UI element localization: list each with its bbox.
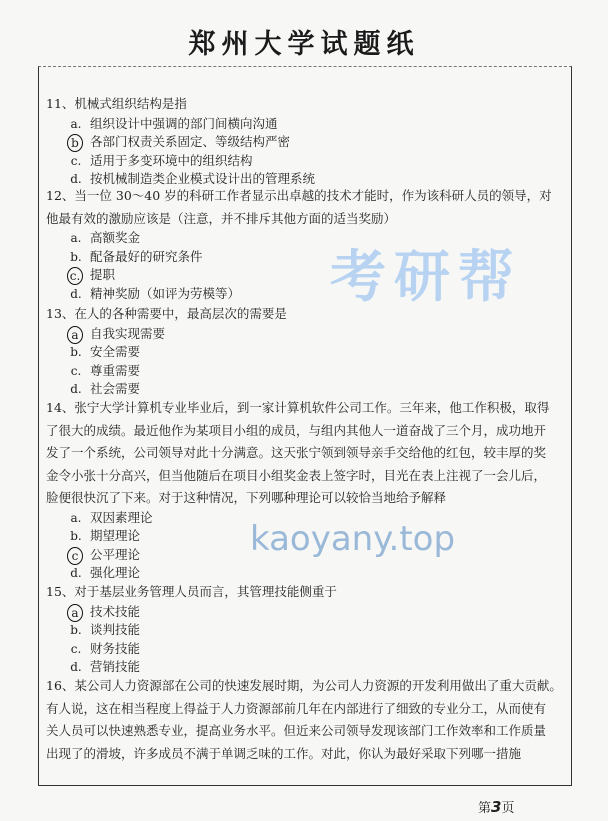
- option-text: 提职: [90, 267, 116, 283]
- question-11-text: 11、机械式组织结构是指: [46, 96, 187, 111]
- option-text: 财务技能: [90, 640, 141, 656]
- option-label: d.: [70, 566, 82, 581]
- watermark-cn: 考研帮: [330, 244, 522, 310]
- question-16-text: 有人说，这在相当程度上得益于人力资源部前几年在内部进行了细致的专业分工，从而使有: [46, 700, 547, 716]
- option-label: d.: [70, 172, 82, 187]
- question-12-text: 12、当一位 30～40 岁的科研工作者显示出卓越的技术才能时，作为该科研人员的领导，对: [46, 188, 552, 203]
- option-label: c.: [70, 363, 82, 378]
- question-14-text: 发了一个系统，公司领导对此十分满意。这天张宁领到领导亲手交给他的红包，较丰厚的奖: [46, 445, 547, 460]
- option-label: c.: [70, 153, 82, 168]
- option-text: 按机械制造类企业模式设计出的管理系统: [90, 171, 316, 187]
- option-label: a.: [70, 116, 82, 131]
- option-text: 适用于多变环境中的组织结构: [90, 152, 253, 168]
- option-text: 社会需要: [90, 381, 141, 397]
- circled-option-label: c.: [67, 267, 83, 285]
- option-text: 营销技能: [90, 659, 141, 675]
- question-14-text: 14、张宁大学计算机专业毕业后，到一家计算机软件公司工作。三年来，他工作积极，取得: [46, 400, 550, 415]
- circled-option-label: c: [67, 547, 83, 565]
- option-text: 精神奖励（如评为劳模等）: [90, 285, 241, 301]
- option-text: 自我实现需要: [90, 325, 166, 341]
- option-text: 技术技能: [90, 603, 141, 619]
- question-14-text: 金令小张十分高兴，但当他随后在项目小组奖金表上签字时，目光在表上注视了一会儿后，: [46, 467, 547, 483]
- option-label: d.: [70, 286, 82, 301]
- option-text: 各部门权责关系固定、等级结构严密: [90, 134, 291, 150]
- circled-option-label: a: [67, 604, 83, 622]
- option-label: b.: [70, 529, 82, 544]
- question-15-text: 15、对于基层业务管理人员而言，其管理技能侧重于: [46, 584, 337, 599]
- option-label: b.: [70, 249, 82, 264]
- option-text: 配备最好的研究条件: [90, 248, 203, 264]
- page-suffix: 页: [501, 801, 515, 816]
- page-number: [478, 797, 514, 816]
- question-16-text: 16、某公司人力资源部在公司的快速发展时期，为公司人力资源的开发利用做出了重大贡献。: [46, 678, 562, 693]
- option-label: b.: [70, 623, 82, 638]
- option-label: a.: [70, 231, 82, 245]
- circled-option-label: a: [67, 326, 83, 344]
- page-prefix: 第: [478, 801, 492, 816]
- option-label: b.: [70, 345, 82, 360]
- option-label: d.: [70, 382, 82, 397]
- question-13-text: 13、在人的各种需要中，最高层次的需要是: [46, 306, 287, 321]
- watermark-url: kaoyany.top: [250, 519, 456, 559]
- question-16-text: 关人员可以快速熟悉专业，提高业务水平。但近来公司领导发现该部门工作效率和工作质量: [46, 723, 547, 738]
- option-text: 期望理论: [90, 528, 141, 544]
- question-12-text: 他最有效的激励应该是（注意，并不排斥其他方面的适当奖励）: [46, 210, 397, 226]
- option-text: 强化理论: [90, 565, 141, 581]
- option-text: 双因素理论: [90, 509, 153, 525]
- option-text: 组织设计中强调的部门间横向沟通: [90, 115, 278, 131]
- option-label: d.: [70, 660, 82, 675]
- option-text: 安全需要: [90, 344, 141, 360]
- question-14-text: 脸便很快沉了下来。对于这种情况，下列哪种理论可以较恰当地给予解释: [46, 490, 447, 505]
- page-number-value: 3: [491, 798, 502, 816]
- page-title: 郑州大学试题纸: [188, 29, 420, 60]
- option-label: a.: [70, 510, 82, 525]
- option-text: 高额奖金: [90, 230, 141, 245]
- option-text: 尊重需要: [90, 362, 141, 378]
- question-14-text: 了很大的成绩。最近他作为某项目小组的成员，与组内其他人一道奋战了三个月，成功地开: [46, 422, 547, 438]
- option-label: c.: [70, 641, 82, 656]
- circled-option-label: b: [67, 134, 83, 152]
- option-text: 谈判技能: [90, 622, 141, 638]
- question-16-text: 出现了的滑坡，许多成员不满于单调乏味的工作。对此，你认为最好采取下列哪一措施: [46, 745, 522, 761]
- option-text: 公平理论: [90, 546, 141, 562]
